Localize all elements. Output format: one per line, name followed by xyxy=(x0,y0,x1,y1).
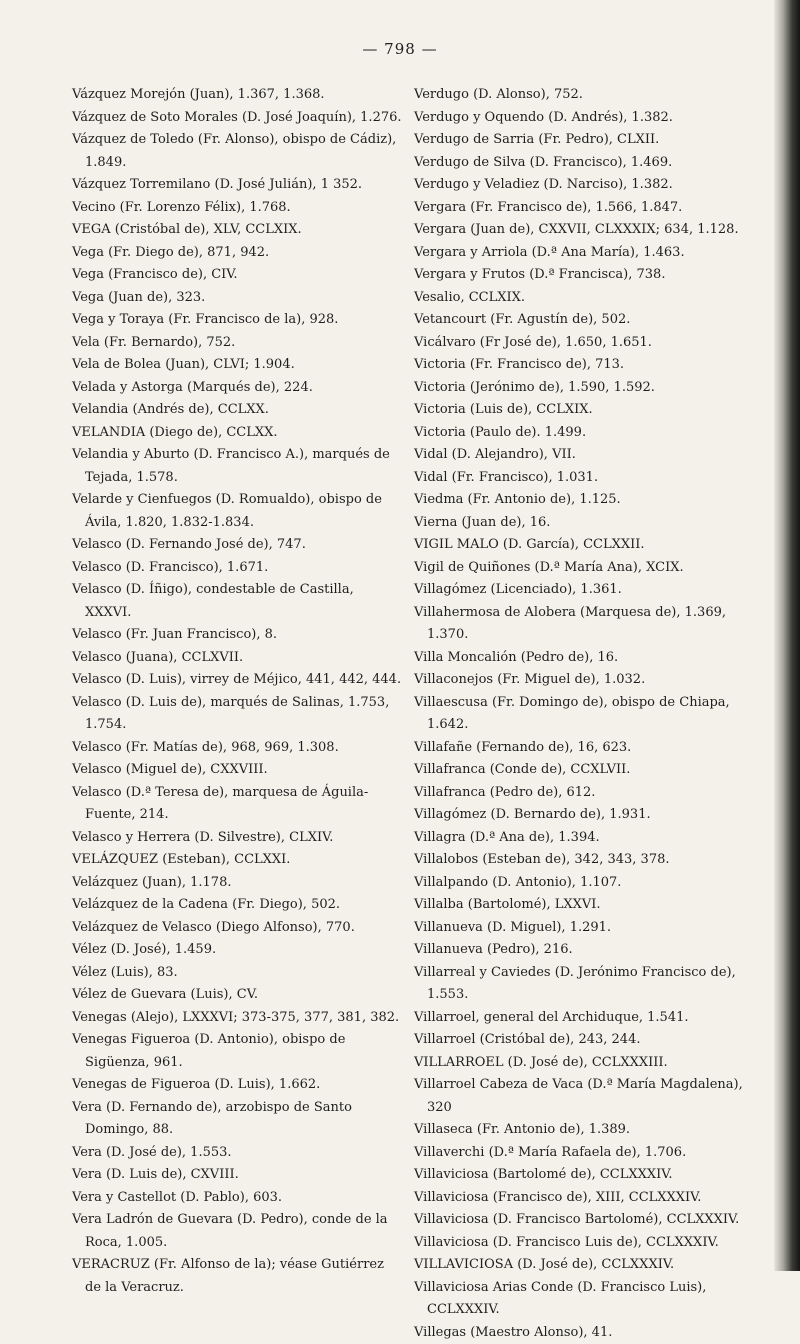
index-entry: Verdugo y Veladiez (D. Narciso), 1.382. xyxy=(414,174,744,197)
index-entry: Villafañe (Fernando de), 16, 623. xyxy=(414,737,744,760)
index-entry: Victoria (Luis de), CCLXIX. xyxy=(414,399,744,422)
index-entry: Villagómez (Licenciado), 1.361. xyxy=(414,579,744,602)
index-entry: Vega (Fr. Diego de), 871, 942. xyxy=(72,242,402,265)
index-entry: Verdugo de Sarria (Fr. Pedro), CLXII. xyxy=(414,129,744,152)
index-entry: Velandia y Aburto (D. Francisco A.), marqués de Tejada, 1.578. xyxy=(72,444,402,489)
index-entry: Velasco (Fr. Matías de), 968, 969, 1.308. xyxy=(72,737,402,760)
index-entry: Vecino (Fr. Lorenzo Félix), 1.768. xyxy=(72,197,402,220)
index-entry: Vergara (Fr. Francisco de), 1.566, 1.847. xyxy=(414,197,744,220)
index-entry: Victoria (Fr. Francisco de), 713. xyxy=(414,354,744,377)
index-entry: Velasco (D.ª Teresa de), marquesa de Águila-Fuente, 214. xyxy=(72,782,402,827)
index-entry: Velázquez (Juan), 1.178. xyxy=(72,872,402,895)
index-entry: Victoria (Paulo de). 1.499. xyxy=(414,422,744,445)
index-entry: Vera Ladrón de Guevara (D. Pedro), conde de la Roca, 1.005. xyxy=(72,1209,402,1254)
index-entry: Villagra (D.ª Ana de), 1.394. xyxy=(414,827,744,850)
index-entry: Vela (Fr. Bernardo), 752. xyxy=(72,332,402,355)
index-entry: Villarreal y Caviedes (D. Jerónimo Francisco de), 1.553. xyxy=(414,962,744,1007)
index-entry: VIGIL MALO (D. García), CCLXXII. xyxy=(414,534,744,557)
index-column-right xyxy=(414,84,744,1344)
index-entry: Velasco (Miguel de), CXXVIII. xyxy=(72,759,402,782)
index-entry: Villarroel, general del Archiduque, 1.541. xyxy=(414,1007,744,1030)
index-entry: Vesalio, CCLXIX. xyxy=(414,287,744,310)
index-entry: Vélez (Luis), 83. xyxy=(72,962,402,985)
index-entry: Velázquez de Velasco (Diego Alfonso), 770. xyxy=(72,917,402,940)
page-number: — 798 — xyxy=(0,40,800,58)
index-entry: Velasco (Juana), CCLXVII. xyxy=(72,647,402,670)
index-entry: Vera (D. Fernando de), arzobispo de Santo Domingo, 88. xyxy=(72,1097,402,1142)
index-entry: Victoria (Jerónimo de), 1.590, 1.592. xyxy=(414,377,744,400)
index-entry: Villaconejos (Fr. Miguel de), 1.032. xyxy=(414,669,744,692)
index-entry: Vergara y Arriola (D.ª Ana María), 1.463. xyxy=(414,242,744,265)
index-entry: Vicálvaro (Fr José de), 1.650, 1.651. xyxy=(414,332,744,355)
index-entry: Verdugo y Oquendo (D. Andrés), 1.382. xyxy=(414,107,744,130)
index-entry: Vera (D. Luis de), CXVIII. xyxy=(72,1164,402,1187)
index-entry: Venegas Figueroa (D. Antonio), obispo de Sigüenza, 961. xyxy=(72,1029,402,1074)
index-entry: Vera (D. José de), 1.553. xyxy=(72,1142,402,1165)
index-entry: Villarroel (Cristóbal de), 243, 244. xyxy=(414,1029,744,1052)
index-entry: Venegas (Alejo), LXXXVI; 373-375, 377, 381, 382. xyxy=(72,1007,402,1030)
index-column-left xyxy=(72,84,402,1299)
index-entry: Vidal (D. Alejandro), VII. xyxy=(414,444,744,467)
index-entry: Vidal (Fr. Francisco), 1.031. xyxy=(414,467,744,490)
index-entry: Villaviciosa (Bartolomé de), CCLXXXIV. xyxy=(414,1164,744,1187)
index-entry: Velasco y Herrera (D. Silvestre), CLXIV. xyxy=(72,827,402,850)
index-entry: Villaverchi (D.ª María Rafaela de), 1.706. xyxy=(414,1142,744,1165)
index-entry: Villegas (Maestro Alonso), 41. xyxy=(414,1322,744,1344)
index-entry: Villalobos (Esteban de), 342, 343, 378. xyxy=(414,849,744,872)
index-entry: Villaviciosa (D. Francisco Bartolomé), CCLXXXIV. xyxy=(414,1209,744,1232)
index-entry: Vera y Castellot (D. Pablo), 603. xyxy=(72,1187,402,1210)
index-entry: Villaviciosa Arias Conde (D. Francisco Luis), CCLXXXIV. xyxy=(414,1277,744,1322)
index-entry: Velasco (D. Luis de), marqués de Salinas, 1.753, 1.754. xyxy=(72,692,402,737)
index-entry: Velarde y Cienfuegos (D. Romualdo), obispo de Ávila, 1.820, 1.832-1.834. xyxy=(72,489,402,534)
index-entry: Villanueva (D. Miguel), 1.291. xyxy=(414,917,744,940)
index-entry: Villaescusa (Fr. Domingo de), obispo de Chiapa, 1.642. xyxy=(414,692,744,737)
index-entry: Velasco (D. Íñigo), condestable de Castilla, XXXVI. xyxy=(72,579,402,624)
index-entry: Villafranca (Conde de), CCXLVII. xyxy=(414,759,744,782)
index-entry: Villalpando (D. Antonio), 1.107. xyxy=(414,872,744,895)
index-entry: Vega (Juan de), 323. xyxy=(72,287,402,310)
index-entry: Vázquez de Soto Morales (D. José Joaquín), 1.276. xyxy=(72,107,402,130)
index-entry: Vega y Toraya (Fr. Francisco de la), 928. xyxy=(72,309,402,332)
index-entry: Velasco (D. Luis), virrey de Méjico, 441, 442, 444. xyxy=(72,669,402,692)
index-entry: Villaviciosa (Francisco de), XIII, CCLXXXIV. xyxy=(414,1187,744,1210)
index-entry: Verdugo de Silva (D. Francisco), 1.469. xyxy=(414,152,744,175)
index-entry: Villanueva (Pedro), 216. xyxy=(414,939,744,962)
index-entry: Velasco (Fr. Juan Francisco), 8. xyxy=(72,624,402,647)
index-entry: Vergara (Juan de), CXXVII, CLXXXIX; 634, 1.128. xyxy=(414,219,744,242)
index-entry: Villarroel Cabeza de Vaca (D.ª María Magdalena), 320 xyxy=(414,1074,744,1119)
index-entry: Vázquez Torremilano (D. José Julián), 1 352. xyxy=(72,174,402,197)
page-edge-shadow xyxy=(774,0,800,1271)
index-entry: Vázquez de Toledo (Fr. Alonso), obispo de Cádiz), 1.849. xyxy=(72,129,402,174)
index-entry: Villafranca (Pedro de), 612. xyxy=(414,782,744,805)
index-entry: VILLARROEL (D. José de), CCLXXXIII. xyxy=(414,1052,744,1075)
index-entry: Vierna (Juan de), 16. xyxy=(414,512,744,535)
index-entry: VEGA (Cristóbal de), XLV, CCLXIX. xyxy=(72,219,402,242)
index-entry: Vélez (D. José), 1.459. xyxy=(72,939,402,962)
index-entry: Villahermosa de Alobera (Marquesa de), 1.369, 1.370. xyxy=(414,602,744,647)
index-entry: Villaviciosa (D. Francisco Luis de), CCLXXXIV. xyxy=(414,1232,744,1255)
index-entry: Vigil de Quiñones (D.ª María Ana), XCIX. xyxy=(414,557,744,580)
index-entry: Vela de Bolea (Juan), CLVI; 1.904. xyxy=(72,354,402,377)
index-entry: Vélez de Guevara (Luis), CV. xyxy=(72,984,402,1007)
index-entry: Velandia (Andrés de), CCLXX. xyxy=(72,399,402,422)
index-entry: Villalba (Bartolomé), LXXVI. xyxy=(414,894,744,917)
index-entry: Verdugo (D. Alonso), 752. xyxy=(414,84,744,107)
index-entry: VELANDIA (Diego de), CCLXX. xyxy=(72,422,402,445)
index-entry: VERACRUZ (Fr. Alfonso de la); véase Gutiérrez de la Veracruz. xyxy=(72,1254,402,1299)
index-entry: Villaseca (Fr. Antonio de), 1.389. xyxy=(414,1119,744,1142)
index-entry: VELÁZQUEZ (Esteban), CCLXXI. xyxy=(72,849,402,872)
index-entry: Villa Moncalión (Pedro de), 16. xyxy=(414,647,744,670)
index-entry: Viedma (Fr. Antonio de), 1.125. xyxy=(414,489,744,512)
index-entry: Velasco (D. Francisco), 1.671. xyxy=(72,557,402,580)
index-entry: Vergara y Frutos (D.ª Francisca), 738. xyxy=(414,264,744,287)
index-entry: Villagómez (D. Bernardo de), 1.931. xyxy=(414,804,744,827)
index-entry: Venegas de Figueroa (D. Luis), 1.662. xyxy=(72,1074,402,1097)
index-entry: Velasco (D. Fernando José de), 747. xyxy=(72,534,402,557)
index-entry: Vázquez Morejón (Juan), 1.367, 1.368. xyxy=(72,84,402,107)
index-entry: Vetancourt (Fr. Agustín de), 502. xyxy=(414,309,744,332)
index-entry: Velada y Astorga (Marqués de), 224. xyxy=(72,377,402,400)
index-entry: VILLAVICIOSA (D. José de), CCLXXXIV. xyxy=(414,1254,744,1277)
index-entry: Vega (Francisco de), CIV. xyxy=(72,264,402,287)
index-entry: Velázquez de la Cadena (Fr. Diego), 502. xyxy=(72,894,402,917)
